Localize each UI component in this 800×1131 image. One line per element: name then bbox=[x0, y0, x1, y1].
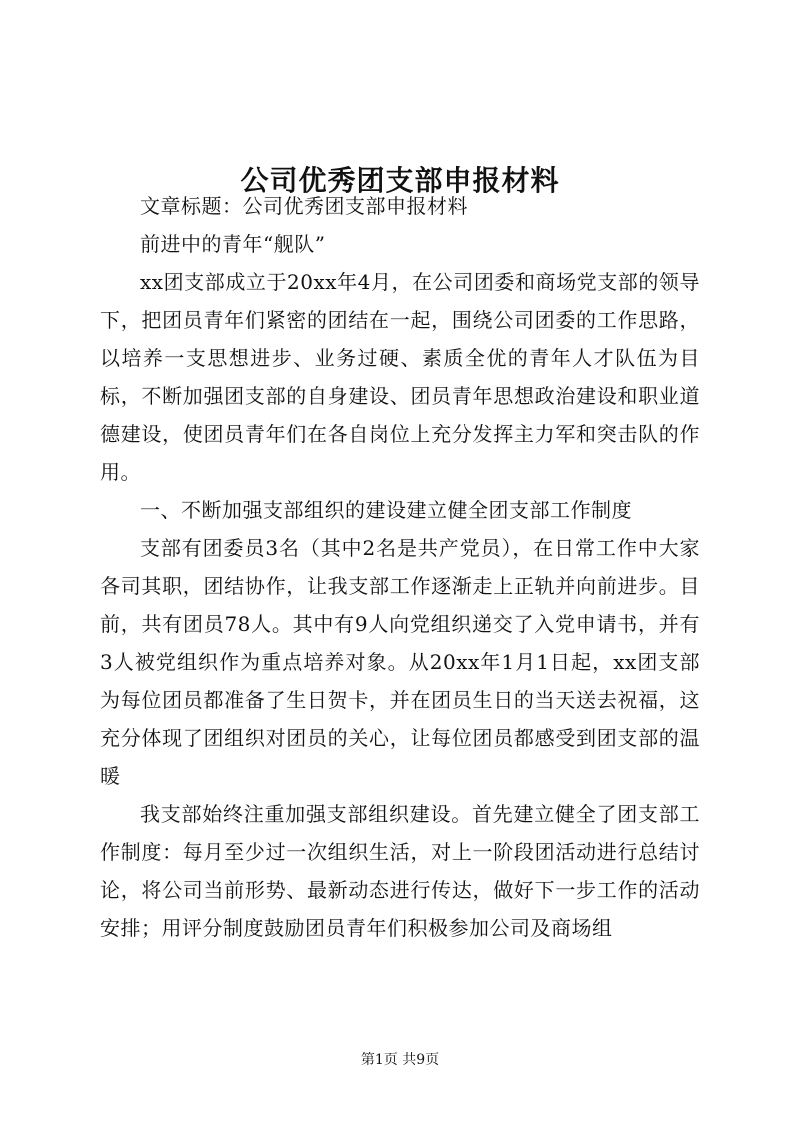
document-title: 公司优秀团支部申报材料 bbox=[240, 163, 560, 197]
document-body bbox=[100, 187, 700, 947]
body-paragraph: 我支部始终注重加强支部组织建设。首先建立健全了团支部工作制度：每月至少过一次组织生活，对上一阶段团活动进行总结讨论，将公司当前形势、最新动态进行传达，做好下一步工作的活动安排；用评分制度鼓励团员青年们积极参加公司及商场组 bbox=[100, 802, 700, 940]
body-paragraph: xx团支部成立于20xx年4月，在公司团委和商场党支部的领导下，把团员青年们紧密的团结在一起，围绕公司团委的工作思路，以培养一支思想进步、业务过硬、素质全优的青年人才队伍为目标，不断加强团支部的自身建设、团员青年思想政治建设和职业道德建设，使团员青年们在各自岗位上充分发挥主力军和突击队的作用。 bbox=[100, 270, 700, 484]
section-heading: 一、不断加强支部组织的建设建立健全团支部工作制度 bbox=[140, 498, 632, 522]
article-title-line: 文章标题：公司优秀团支部申报材料 bbox=[140, 194, 468, 218]
subtitle-line: 前进中的青年“舰队” bbox=[140, 232, 326, 256]
page-footer: 第1页 共9页 bbox=[360, 1052, 440, 1068]
body-paragraph: 支部有团委员3名（其中2名是共产党员），在日常工作中大家各司其职，团结协作，让我支部工作逐渐走上正轨并向前进步。目前，共有团员78人。其中有9人向党组织递交了入党申请书，并有3人被党组织作为重点培养对象。从20xx年1月1日起，xx团支部为每位团员都准备了生日贺卡，并在团员生日的当天送去祝福，这充分体现了团组织对团员的关心，让每位团员都感受到团支部的温暖 bbox=[100, 536, 700, 788]
